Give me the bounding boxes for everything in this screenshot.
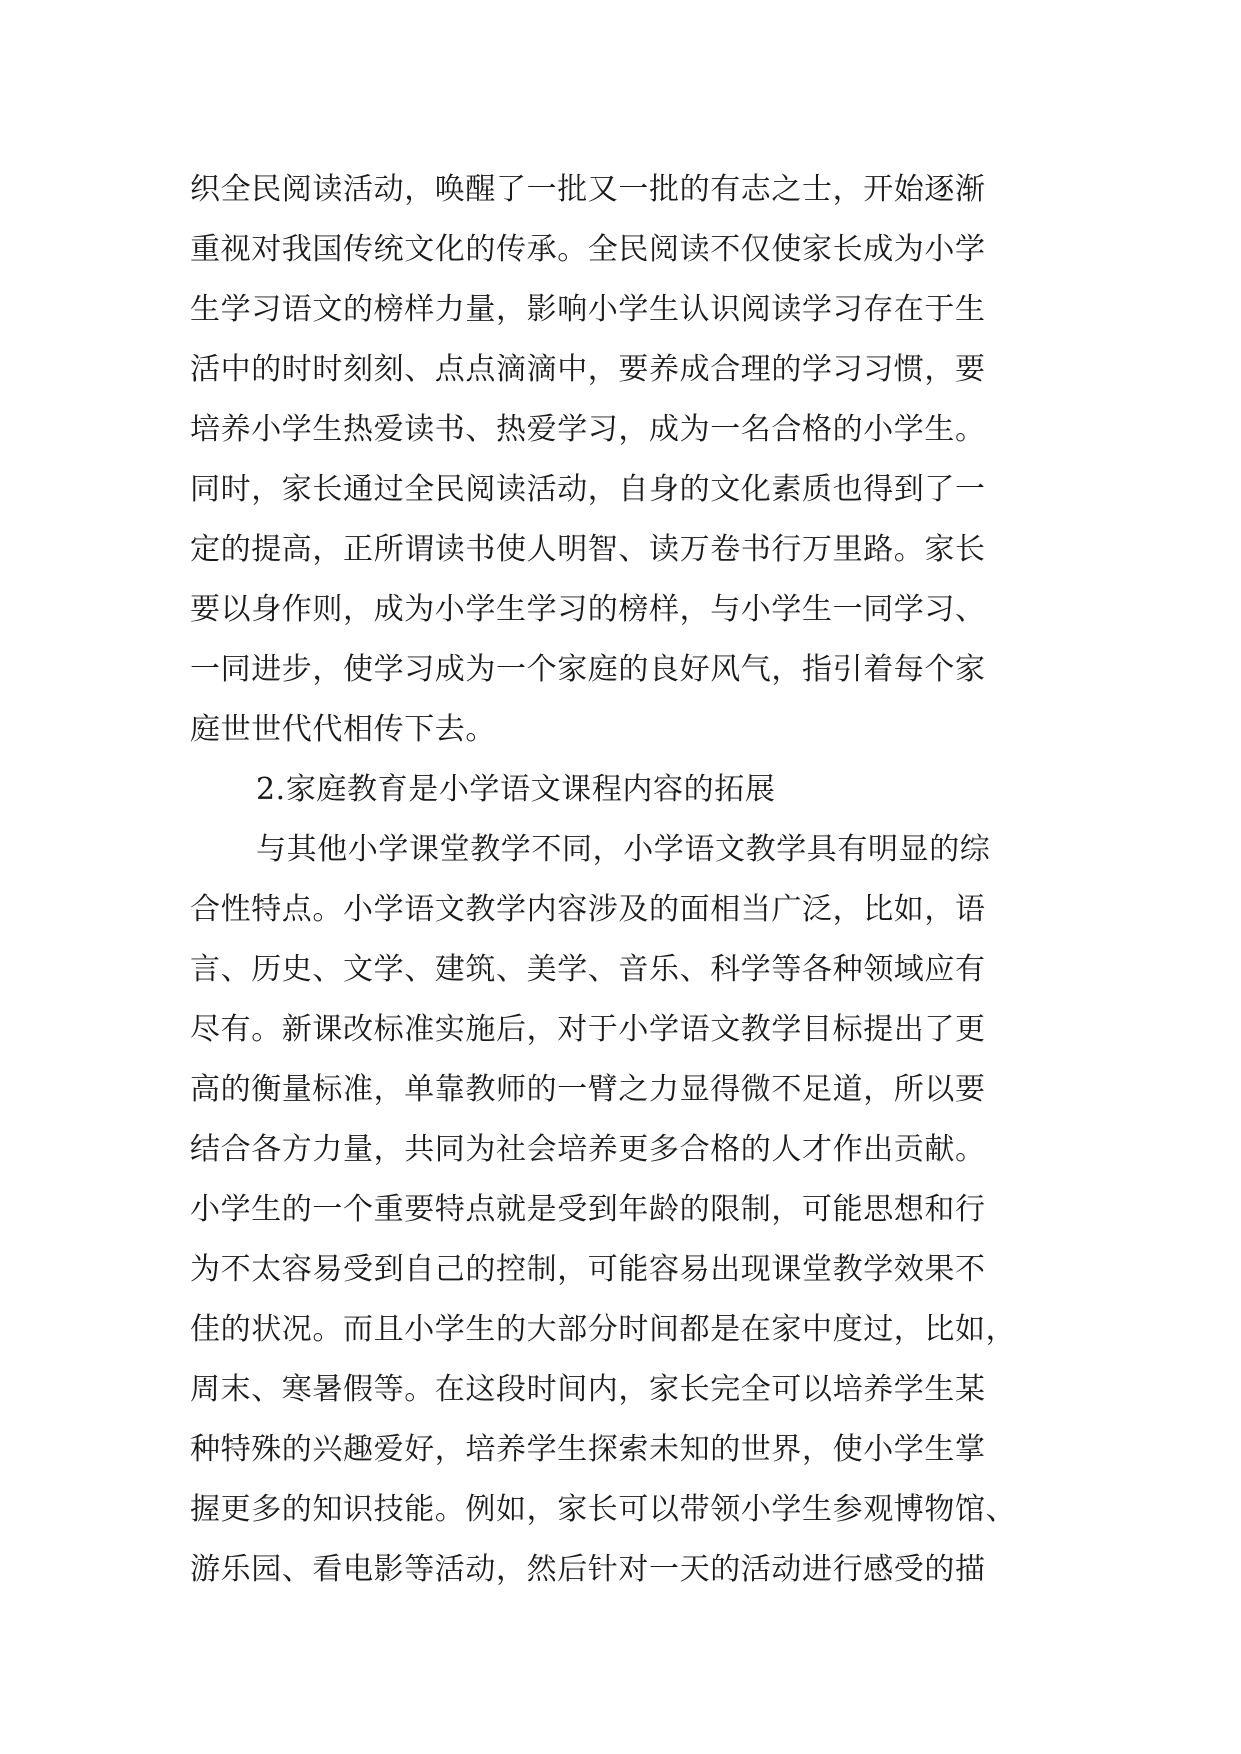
- text-line: 同时，家长通过全民阅读活动，自身的文化素质也得到了一: [190, 472, 986, 507]
- text-line: 周末、寒暑假等。在这段时间内，家长完全可以培养学生某: [190, 1372, 986, 1407]
- text-line: 高的衡量标准，单靠教师的一臂之力显得微不足道，所以要: [190, 1072, 986, 1107]
- text-line: 小学生的一个重要特点就是受到年龄的限制，可能思想和行: [190, 1192, 986, 1227]
- text-line: 重视对我国传统文化的传承。全民阅读不仅使家长成为小学: [190, 232, 986, 267]
- paragraph-first-line: 与其他小学课堂教学不同，小学语文教学具有明显的综: [256, 832, 991, 867]
- text-line: 一同进步，使学习成为一个家庭的良好风气，指引着每个家: [190, 652, 986, 687]
- text-line: 握更多的知识技能。例如，家长可以带领小学生参观博物馆、: [190, 1492, 1017, 1527]
- text-line: 游乐园、看电影等活动，然后针对一天的活动进行感受的描: [190, 1552, 986, 1587]
- text-line: 尽有。新课改标准实施后，对于小学语文教学目标提出了更: [190, 1012, 986, 1047]
- text-line: 定的提高，正所谓读书使人明智、读万卷书行万里路。家长: [190, 532, 986, 567]
- body-text: [190, 160, 1070, 1600]
- text-line: 活中的时时刻刻、点点滴滴中，要养成合理的学习习惯，要: [190, 352, 986, 387]
- text-line: 为不太容易受到自己的控制，可能容易出现课堂教学效果不: [190, 1252, 986, 1287]
- text-line: 结合各方力量，共同为社会培养更多合格的人才作出贡献。: [190, 1132, 986, 1167]
- text-line: 生学习语文的榜样力量，影响小学生认识阅读学习存在于生: [190, 292, 986, 327]
- text-line: 种特殊的兴趣爱好，培养学生探索未知的世界，使小学生掌: [190, 1432, 986, 1467]
- text-line: 织全民阅读活动，唤醒了一批又一批的有志之士，开始逐渐: [190, 172, 986, 207]
- text-line: 培养小学生热爱读书、热爱学习，成为一名合格的小学生。: [190, 412, 986, 447]
- text-line: 庭世世代代相传下去。: [190, 712, 496, 747]
- text-line: 言、历史、文学、建筑、美学、音乐、科学等各种领域应有: [190, 952, 986, 987]
- section-heading: 2.家庭教育是小学语文课程内容的拓展: [256, 772, 776, 807]
- text-line: 佳的状况。而且小学生的大部分时间都是在家中度过，比如，: [190, 1312, 1017, 1347]
- text-line: 要以身作则，成为小学生学习的榜样，与小学生一同学习、: [190, 592, 986, 627]
- text-line: 合性特点。小学语文教学内容涉及的面相当广泛，比如，语: [190, 892, 986, 927]
